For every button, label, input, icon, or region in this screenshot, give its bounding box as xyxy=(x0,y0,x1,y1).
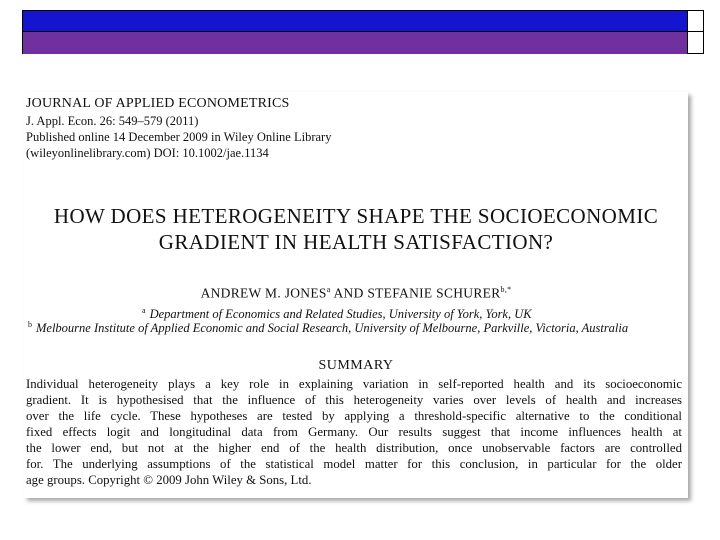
journal-name: JOURNAL OF APPLIED ECONOMETRICS xyxy=(26,96,290,111)
header-stub-divider xyxy=(688,31,703,32)
affiliation-b xyxy=(28,320,628,336)
summary-line: for. The underlying assumptions of the statistical model matter for this conclusion, in particular for the older xyxy=(26,457,682,471)
summary-line: gradient. It is hypothesised that the influence of this heterogeneity varies over levels of health and increases xyxy=(26,393,682,407)
author-name: STEFANIE SCHURER xyxy=(367,285,501,301)
affiliation-mark: a xyxy=(326,285,331,294)
summary-line: over the life cycle. These hypotheses are tested by applying a threshold-specific alternative to the conditional xyxy=(26,409,682,423)
author-conjunction: AND xyxy=(330,285,368,301)
header-top-band xyxy=(23,11,687,31)
affiliation-mark: b xyxy=(28,320,32,329)
publication-info: Published online 14 December 2009 in Wiley Online Library xyxy=(26,130,332,144)
article-title-line-1: HOW DOES HETEROGENEITY SHAPE THE SOCIOECONOMIC xyxy=(53,204,659,228)
author-list xyxy=(24,285,688,302)
doi-line: (wileyonlinelibrary.com) DOI: 10.1002/jae.1134 xyxy=(26,146,269,160)
summary-line: the lower end, but not at the higher end of the health distribution, once unobservable factors are controlled xyxy=(26,441,682,455)
summary-heading: SUMMARY xyxy=(318,358,394,373)
header-right-stub xyxy=(688,10,704,54)
author-name: ANDREW M. JONES xyxy=(200,285,327,301)
slide-header-bar xyxy=(22,10,688,69)
affiliation-text: Melbourne Institute of Applied Economic and Social Research, University of Melbourne, Parkville, Victoria, Australia xyxy=(36,321,629,336)
affiliation-mark: a xyxy=(142,306,146,315)
journal-citation: J. Appl. Econ. 26: 549–579 (2011) xyxy=(26,114,199,128)
summary-line: fixed effects logit and longitudinal data from Germany. Our results suggest that income influences health at xyxy=(26,425,682,439)
summary-line: Individual heterogeneity plays a key role in explaining variation in self-reported health and its socioeconomic xyxy=(26,377,682,391)
affiliation-mark: b,* xyxy=(500,285,512,294)
header-bottom-band xyxy=(23,31,687,69)
affiliation-text: Department of Economics and Related Studies, University of York, York, UK xyxy=(149,307,532,322)
article-excerpt-image xyxy=(24,92,688,498)
summary-line: age groups. Copyright © 2009 John Wiley & Sons, Ltd. xyxy=(26,473,312,487)
slide-section-label: Part 1: Introduction [36/39] xyxy=(530,55,683,69)
article-title-line-2: GRADIENT IN HEALTH SATISFACTION? xyxy=(158,230,554,254)
